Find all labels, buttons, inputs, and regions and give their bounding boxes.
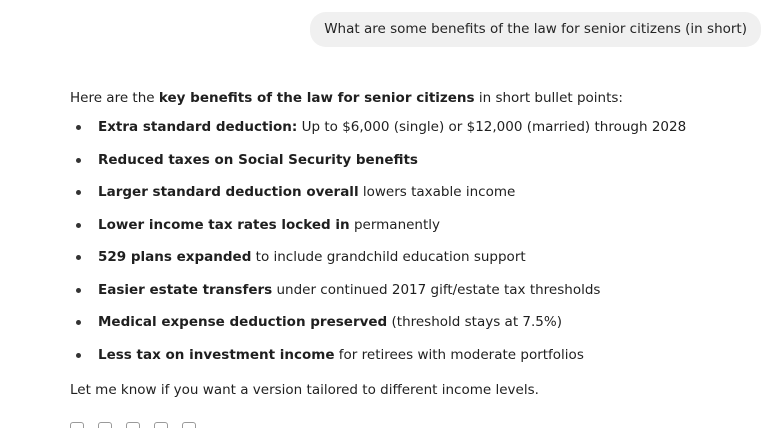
bullet-icon: [76, 288, 81, 293]
list-item: [70, 312, 760, 345]
user-message-row: [310, 12, 761, 47]
list-item: [70, 345, 760, 378]
benefits-list: [70, 117, 760, 377]
bullet-icon: [76, 125, 81, 130]
bullet-text: (threshold stays at 7.5%): [387, 314, 562, 330]
list-item: [70, 247, 760, 280]
bullet-text: lowers taxable income: [358, 184, 516, 200]
intro-suffix: in short bullet points:: [474, 90, 623, 106]
bullet-bold: Medical expense deduction preserved: [98, 314, 388, 330]
list-item: [70, 182, 760, 215]
thumbs-down-icon[interactable]: [126, 422, 140, 428]
bullet-bold: Less tax on investment income: [98, 346, 335, 363]
bullet-text: for retirees with moderate portfolios: [334, 346, 584, 363]
assistant-outro: Let me know if you want a version tailored to different income levels.: [70, 382, 539, 398]
user-message-bubble: What are some benefits of the law for senior citizens (in short): [310, 12, 761, 47]
bullet-icon: [76, 158, 81, 163]
bullet-bold: 529 plans expanded: [98, 249, 252, 265]
bullet-icon: [76, 223, 81, 228]
intro-prefix: Here are the: [70, 90, 159, 106]
bullet-icon: [76, 190, 81, 195]
bullet-bold: Lower income tax rates locked in: [98, 216, 350, 233]
bullet-icon: [76, 255, 81, 260]
message-action-bar: [70, 422, 196, 428]
copy-icon[interactable]: [70, 422, 84, 428]
bullet-bold: Reduced taxes on Social Security benefits: [98, 151, 418, 168]
thumbs-up-icon[interactable]: [98, 422, 112, 428]
bullet-icon: [76, 353, 81, 358]
list-item: [70, 117, 760, 150]
bullet-text: Up to $6,000 (single) or $12,000 (married) through 2028: [297, 119, 687, 135]
regenerate-icon[interactable]: [182, 422, 196, 428]
read-aloud-icon[interactable]: [154, 422, 168, 428]
assistant-intro: [70, 88, 760, 108]
bullet-bold: Larger standard deduction overall: [98, 184, 359, 200]
intro-bold: key benefits of the law for senior citizens: [158, 90, 475, 106]
list-item: [70, 280, 760, 313]
list-item: [70, 215, 760, 248]
bullet-icon: [76, 320, 81, 325]
bullet-text: under continued 2017 gift/estate tax thresholds: [272, 281, 601, 298]
bullet-bold: Extra standard deduction:: [98, 119, 298, 135]
list-item: [70, 150, 760, 183]
assistant-message: [70, 88, 760, 400]
bullet-text: permanently: [349, 216, 441, 233]
bullet-bold: Easier estate transfers: [98, 281, 273, 298]
bullet-text: to include grandchild education support: [251, 249, 526, 265]
